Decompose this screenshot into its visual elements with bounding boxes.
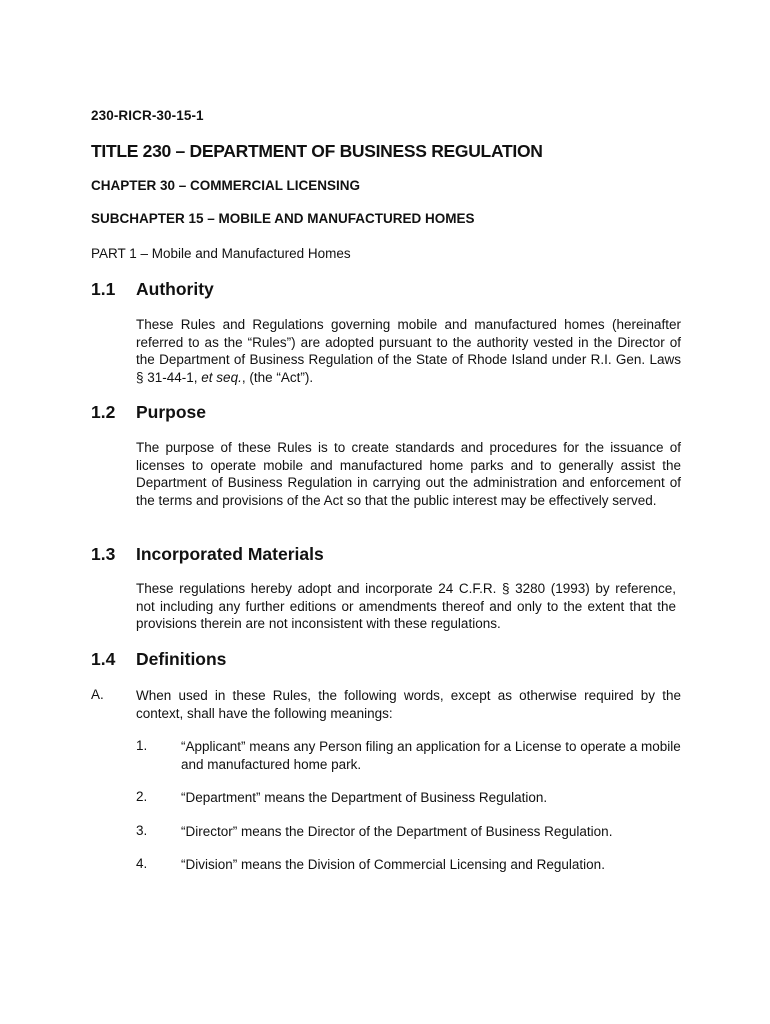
- definition-marker: 4.: [136, 856, 148, 871]
- section-number: 1.1: [91, 279, 116, 299]
- definition-marker: 2.: [136, 789, 148, 804]
- authority-text: These Rules and Regulations governing mobile and manufactured homes (hereinafter referred to as the “Rules”) are adopted pursuant to the authority vested in the Director of the Department of Business Regulation of the State of Rhode Island under R.I. Gen. Laws § 31-44-1,: [136, 317, 681, 385]
- section-heading-purpose: [91, 402, 206, 423]
- item-a-text: When used in these Rules, the following words, except as otherwise required by the context, shall have the following meanings:: [136, 688, 681, 721]
- authority-text-italic: et seq.: [201, 369, 242, 385]
- section-number: 1.3: [91, 544, 116, 564]
- subchapter-heading: SUBCHAPTER 15 – MOBILE AND MANUFACTURED HOMES: [91, 211, 475, 226]
- section-heading-authority: [91, 279, 214, 300]
- item-a-marker: A.: [91, 687, 104, 702]
- chapter-heading: CHAPTER 30 – COMMERCIAL LICENSING: [91, 178, 361, 193]
- definition-marker: 3.: [136, 823, 148, 838]
- section-heading-incorporated-materials: [91, 544, 324, 565]
- section-title: Authority: [136, 279, 214, 299]
- definition-text: “Division” means the Division of Commercial Licensing and Regulation.: [181, 857, 605, 872]
- definition-text: “Department” means the Department of Business Regulation.: [181, 790, 548, 805]
- definition-text: “Director” means the Director of the Department of Business Regulation.: [181, 824, 613, 839]
- part-heading: PART 1 – Mobile and Manufactured Homes: [91, 246, 351, 261]
- definition-marker: 1.: [136, 738, 148, 753]
- document-id: 230-RICR-30-15-1: [91, 108, 204, 123]
- document-title: TITLE 230 – DEPARTMENT OF BUSINESS REGULATION: [91, 141, 543, 161]
- section-number: 1.4: [91, 649, 116, 669]
- incorporated-paragraph: These regulations hereby adopt and incorporate 24 C.F.R. § 3280 (1993) by reference, not including any further editions or amendments thereof and only to the extent that the provisions therein are not inconsistent with these regulations.: [136, 581, 676, 632]
- authority-text-tail: , (the “Act”).: [241, 369, 314, 385]
- section-title: Definitions: [136, 649, 227, 669]
- section-title: Incorporated Materials: [136, 544, 324, 564]
- definition-text: “Applicant” means any Person filing an application for a License to operate a mobile and manufactured home park.: [181, 739, 681, 772]
- authority-paragraph: [136, 316, 681, 386]
- section-title: Purpose: [136, 402, 207, 422]
- purpose-paragraph: The purpose of these Rules is to create standards and procedures for the issuance of licenses to operate mobile and manufactured home parks and to generally assist the Department of Business Regulation in carrying out the administration and enforcement of the terms and provisions of the Act so that the public interest may be effectively served.: [136, 440, 681, 508]
- section-heading-definitions: [91, 649, 226, 670]
- section-number: 1.2: [91, 402, 116, 422]
